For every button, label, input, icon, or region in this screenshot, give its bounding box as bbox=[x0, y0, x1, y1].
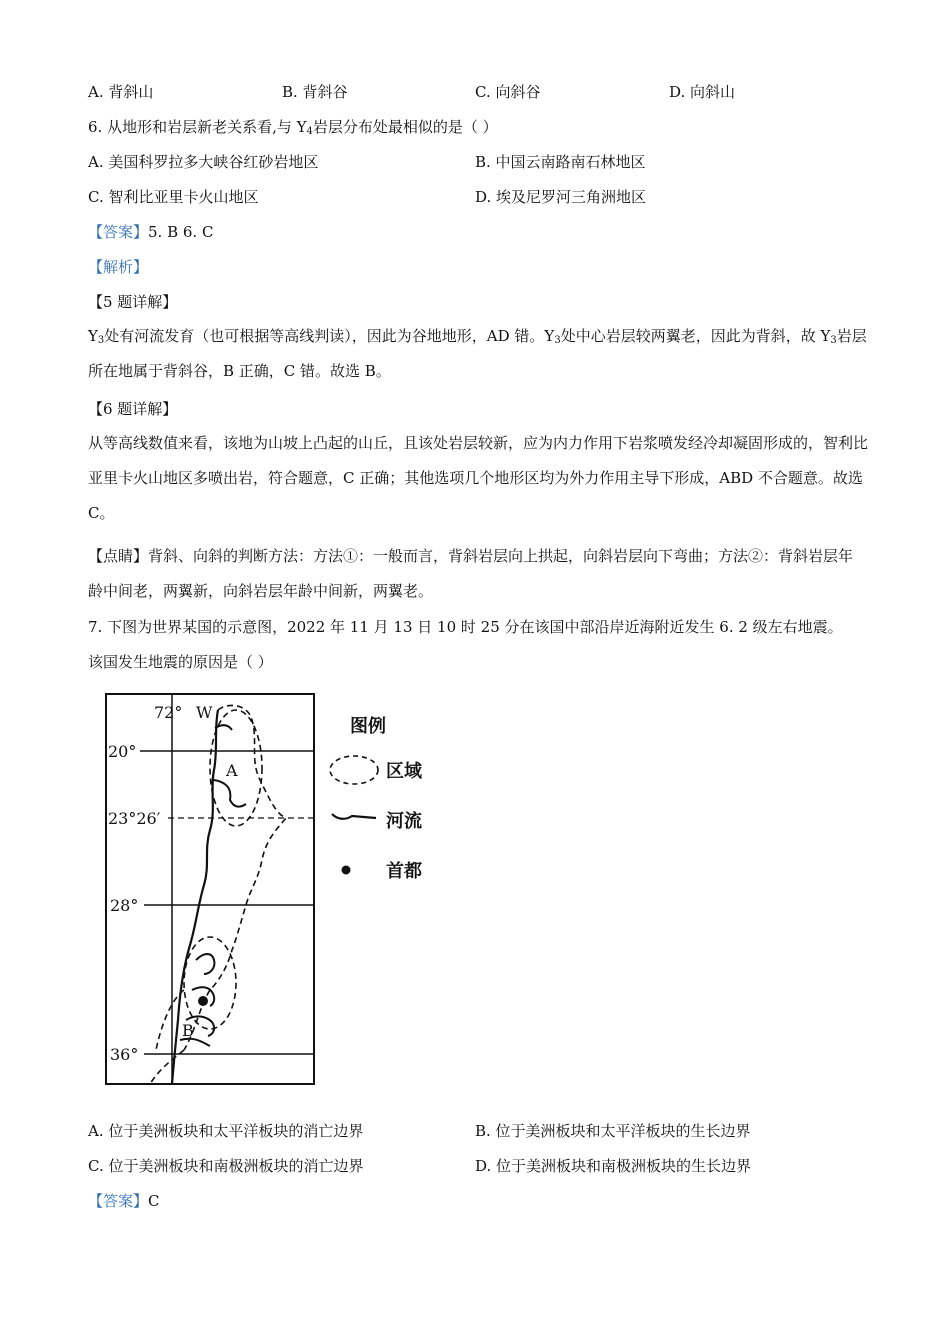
q7-stem-line2: 该国发生地震的原因是（ ） bbox=[88, 653, 273, 671]
country-map-figure bbox=[100, 690, 440, 1090]
q6-detail-text: 从等高线数值来看，该地为山坡上凸起的山丘，且该处岩层较新，应为内力作用下岩浆喷发经冷却凝固形成的，智利比亚里卡火山地区多喷出岩，符合题意，C 正确；其他选项几个地形区均为外力作用主导下形成，ABD 不合题意。故选 C。 bbox=[88, 434, 869, 522]
lat-2326-label: 23°26′ bbox=[108, 809, 161, 828]
legend-capital-label: 首都 bbox=[386, 861, 422, 882]
q5-option-a: A. 背斜山 bbox=[88, 83, 154, 101]
legend-river-icon bbox=[332, 814, 376, 819]
tip-text: 【点睛】背斜、向斜的判断方法：方法①：一般而言，背斜岩层向上拱起，向斜岩层向下弯曲；方法②：背斜岩层年龄中间老，两翼新，向斜岩层年龄中间新，两翼老。 bbox=[88, 547, 854, 600]
lat-28-label: 28° bbox=[110, 896, 139, 915]
q7-option-d: D. 位于美洲板块和南极洲板块的生长边界 bbox=[475, 1157, 752, 1175]
q6-option-b: B. 中国云南路南石林地区 bbox=[475, 153, 646, 171]
legend-region-icon bbox=[330, 756, 378, 784]
q7-stem-line1: 7. 下图为世界某国的示意图，2022 年 11 月 13 日 10 时 25 分在该国中部沿岸近海附近发生 6. 2 级左右地震。 bbox=[88, 618, 843, 636]
q6-option-c: C. 智利比亚里卡火山地区 bbox=[88, 188, 259, 206]
q7-option-c: C. 位于美洲板块和南极洲板块的消亡边界 bbox=[88, 1157, 364, 1175]
q5-detail-text: $Y_3$处有河流发育（也可根据等高线判读），因此为谷地地形，AD 错。$Y_3$处中心岩层较两翼老，因此为背斜，故 $Y_3$岩层所在地属于背斜谷，B 正确，C 错。故选 B。 bbox=[88, 327, 867, 380]
q6-stem: 6. 从地形和岩层新老关系看,与 $Y_4$岩层分布处最相似的是（ ） bbox=[88, 118, 498, 137]
legend-region-label: 区域 bbox=[386, 761, 422, 782]
q7-option-a: A. 位于美洲板块和太平洋板块的消亡边界 bbox=[88, 1122, 364, 1140]
lat-20-label: 20° bbox=[108, 742, 137, 761]
answer-tag: 【答案】 bbox=[88, 223, 149, 241]
region-a-label: A bbox=[226, 761, 238, 780]
region-b-label: B bbox=[182, 1021, 194, 1040]
q5-option-b: B. 背斜谷 bbox=[282, 83, 348, 101]
q7-option-b: B. 位于美洲板块和太平洋板块的生长边界 bbox=[475, 1122, 751, 1140]
answer-q7: 【答案】C bbox=[88, 1192, 160, 1210]
legend-river-label: 河流 bbox=[386, 811, 422, 832]
q6-option-a: A. 美国科罗拉多大峡谷红砂岩地区 bbox=[88, 153, 319, 171]
capital-dot bbox=[198, 996, 208, 1006]
answer-tag: 【答案】 bbox=[88, 1192, 149, 1210]
lat-36-label: 36° bbox=[110, 1045, 139, 1064]
legend-title: 图例 bbox=[350, 716, 386, 737]
answer-q5-q6: 【答案】5. B 6. C bbox=[88, 223, 214, 241]
tip-tag: 【点睛】 bbox=[88, 547, 149, 565]
region-b bbox=[184, 937, 236, 1029]
q5-option-d: D. 向斜山 bbox=[669, 83, 736, 101]
legend-capital-icon bbox=[342, 866, 351, 875]
q6-option-d: D. 埃及尼罗河三角洲地区 bbox=[475, 188, 647, 206]
lon-72-label: 72° bbox=[154, 703, 183, 722]
analysis-tag: 【解析】 bbox=[88, 258, 149, 276]
w-label: W bbox=[196, 703, 213, 722]
q5-detail-heading: 【5 题详解】 bbox=[88, 293, 178, 311]
q6-detail-heading: 【6 题详解】 bbox=[88, 400, 178, 418]
map-frame bbox=[106, 694, 314, 1084]
q5-option-c: C. 向斜谷 bbox=[475, 83, 541, 101]
